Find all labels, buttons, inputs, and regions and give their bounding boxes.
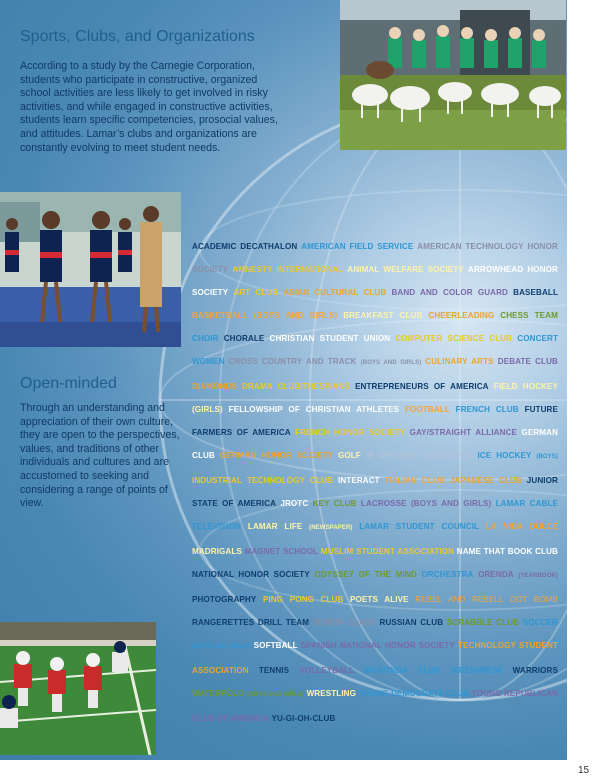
club-note: (BOYS AND GIRLS) bbox=[246, 692, 305, 698]
club-name: (FRESHMEN) bbox=[450, 666, 503, 675]
club-name: FIELD HOCKEY (GIRLS) bbox=[192, 382, 559, 414]
club-name: INDUSTRIAL TECHNOLOGY CLUB bbox=[192, 476, 333, 485]
club-name: DRAMA CLUB/THESPIANS bbox=[242, 382, 350, 391]
openminded-section-body: Through an understanding and appreciation of their own culture, they are open to the perspectives, values, and traditions of other individuals and cultures and are accustomed to seeking and considering a range of points of view. bbox=[20, 402, 180, 510]
club-name: WARRIORS bbox=[512, 666, 558, 675]
sports-section-body: According to a study by the Carnegie Corporation, students who participate in constructive, organized school activities are less likely to get involved in risky activities, and while engaged in constructive activities, students learn specific competencies, prosocial values, and attitudes. Lamar’s clubs and organizations are constantly evolving to meet student needs. bbox=[20, 60, 278, 154]
club-name: COMPUTER SCIENCE CLUB bbox=[395, 334, 513, 343]
club-name: YOUNG REPUBLICAN CLUB OF AMERICA bbox=[192, 689, 558, 723]
club-name: LA VIDA DULCE bbox=[485, 522, 558, 531]
club-note: (YEARBOOK) bbox=[518, 573, 558, 579]
club-name: POETS ALIVE bbox=[350, 595, 409, 604]
club-name: GAY/STRAIGHT ALLIANCE bbox=[409, 428, 518, 437]
sports-section-title: Sports, Clubs, and Organizations bbox=[20, 28, 255, 45]
club-note: (NEWSPAPER) bbox=[309, 525, 353, 531]
club-name: NATIONAL HONOR SOCIETY bbox=[192, 570, 310, 579]
club-name: ANIMAL WELFARE SOCIETY bbox=[347, 265, 464, 274]
club-name: JAPANESE CLUB bbox=[449, 476, 522, 485]
club-name: FRENCH CLUB bbox=[455, 405, 519, 414]
club-name: DEBATE CLUB bbox=[497, 357, 558, 366]
club-name: CROSS COUNTRY AND TRACK bbox=[228, 357, 357, 366]
club-name: CHEERLEADING bbox=[428, 311, 495, 320]
club-name: DIAMONDS bbox=[192, 382, 237, 391]
club-name: ICE HOCKEY bbox=[477, 451, 532, 460]
club-name: CHRISTIAN STUDENT UNION bbox=[269, 334, 391, 343]
club-name: KEY CLUB bbox=[312, 499, 357, 508]
club-name: RANGERETTES DRILL TEAM bbox=[192, 618, 310, 627]
club-name: ACADEMIC DECATHALON bbox=[192, 242, 298, 251]
club-name: CLUB bbox=[445, 689, 469, 698]
openminded-section-title: Open-minded bbox=[20, 375, 117, 392]
club-name: FOOTBALL bbox=[404, 405, 450, 414]
club-name: SENIOR CLASS bbox=[312, 618, 376, 627]
club-name: RUSSIAN CLUB bbox=[379, 618, 444, 627]
club-name: ORCHESTRA bbox=[421, 570, 474, 579]
club-name: WAKONDA CLUB bbox=[364, 666, 441, 675]
club-name: SOCCER bbox=[522, 618, 558, 627]
club-note: (BOYS AND GIRLS) bbox=[360, 360, 422, 366]
club-name: FUTURE FARMERS OF AMERICA bbox=[192, 405, 558, 437]
club-name: ARROWHEAD HONOR SOCIETY bbox=[192, 265, 558, 297]
club-name: ODYSSEY OF THE MIND bbox=[314, 570, 417, 579]
cheerleaders-photo bbox=[0, 192, 181, 347]
club-name: ART CLUB bbox=[233, 288, 279, 297]
club-name: SPANISH NATIONAL HONOR SOCIETY bbox=[300, 641, 455, 650]
club-note: (BOYS AND GIRLS) bbox=[192, 644, 251, 650]
club-name: INTERACT bbox=[337, 476, 380, 485]
club-name: GERMAN CLUB bbox=[192, 428, 559, 460]
club-name: BREAKFAST CLUB bbox=[343, 311, 423, 320]
club-name: TECHNOLOGY STUDENT ASSOCIATION bbox=[192, 641, 558, 675]
club-name: REBEL AND REBELL DOT BOMB bbox=[415, 595, 559, 604]
club-name: SCRABBLE CLUB bbox=[446, 618, 520, 627]
club-name: JUNIOR STATE OF AMERICA bbox=[192, 476, 558, 508]
club-name: GERMAN HONOR SOCIETY bbox=[219, 451, 334, 460]
sheep-photo bbox=[340, 0, 566, 150]
club-name: CHOIR bbox=[192, 334, 219, 343]
club-name: PHOTOGRAPHY bbox=[192, 595, 257, 604]
club-name: ITALIAN CLUB bbox=[384, 476, 445, 485]
club-name: GOLF bbox=[337, 451, 361, 460]
club-name: YOUNG DEMOCRATS bbox=[358, 689, 444, 698]
club-name: CHORALE bbox=[223, 334, 265, 343]
club-name: JROTC bbox=[280, 499, 309, 508]
club-name: TENNIS bbox=[258, 666, 290, 675]
clubs-list bbox=[192, 235, 558, 730]
club-name: ORENDA bbox=[478, 570, 514, 579]
club-name: FELLOWSHIP OF CHRISTIAN ATHLETES bbox=[228, 405, 400, 414]
club-name: MUSLIM STUDENT ASSOCIATION bbox=[320, 547, 455, 556]
club-name: LAMAR LIFE bbox=[247, 522, 303, 531]
club-note: (BOYS) bbox=[536, 454, 558, 460]
club-name: VOLLEYBALL bbox=[299, 666, 355, 675]
club-name: LACROSSE (BOYS AND GIRLS) bbox=[360, 499, 492, 508]
page-number: 15 bbox=[578, 765, 590, 776]
club-name: CULINARY ARTS bbox=[425, 357, 494, 366]
club-name: PING PONG CLUB bbox=[262, 595, 344, 604]
club-name: AMERICAN FIELD SERVICE bbox=[301, 242, 414, 251]
club-name: YU-GI-OH-CLUB bbox=[271, 714, 336, 723]
club-name: AMNESTY INTERNATIONAL bbox=[232, 265, 344, 274]
club-name: WATERPOLO bbox=[192, 689, 245, 698]
club-name: BAND AND COLOR GUARD bbox=[391, 288, 509, 297]
club-name: CHESS TEAM bbox=[500, 311, 558, 320]
club-name: AMERICAN TECHNOLOGY HONOR SOCIETY bbox=[192, 242, 558, 274]
football-photo bbox=[0, 622, 156, 755]
club-name: BASKETBALL (BOYS AND GIRLS) bbox=[192, 311, 338, 320]
club-name: WRESTLING bbox=[306, 689, 357, 698]
club-name: MAGNET SCHOOL bbox=[244, 547, 319, 556]
club-name: MADRIGALS bbox=[192, 547, 242, 556]
club-name: CONCERT WOMEN bbox=[192, 334, 559, 366]
club-name: IB DIPLOMA CANDIDATES bbox=[365, 451, 473, 460]
club-name: FRENCH HONOR SOCIETY bbox=[295, 428, 406, 437]
club-name: LAMAR CABLE TELEVISION bbox=[192, 499, 558, 531]
club-name: ASIAN CULTURAL CLUB bbox=[283, 288, 387, 297]
club-name: NAME THAT BOOK CLUB bbox=[456, 547, 558, 556]
club-name: LAMAR STUDENT COUNCIL bbox=[359, 522, 480, 531]
club-name: BASEBALL bbox=[513, 288, 559, 297]
club-name: SOFTBALL bbox=[253, 641, 298, 650]
club-name: ENTREPRENEURS OF AMERICA bbox=[355, 382, 489, 391]
